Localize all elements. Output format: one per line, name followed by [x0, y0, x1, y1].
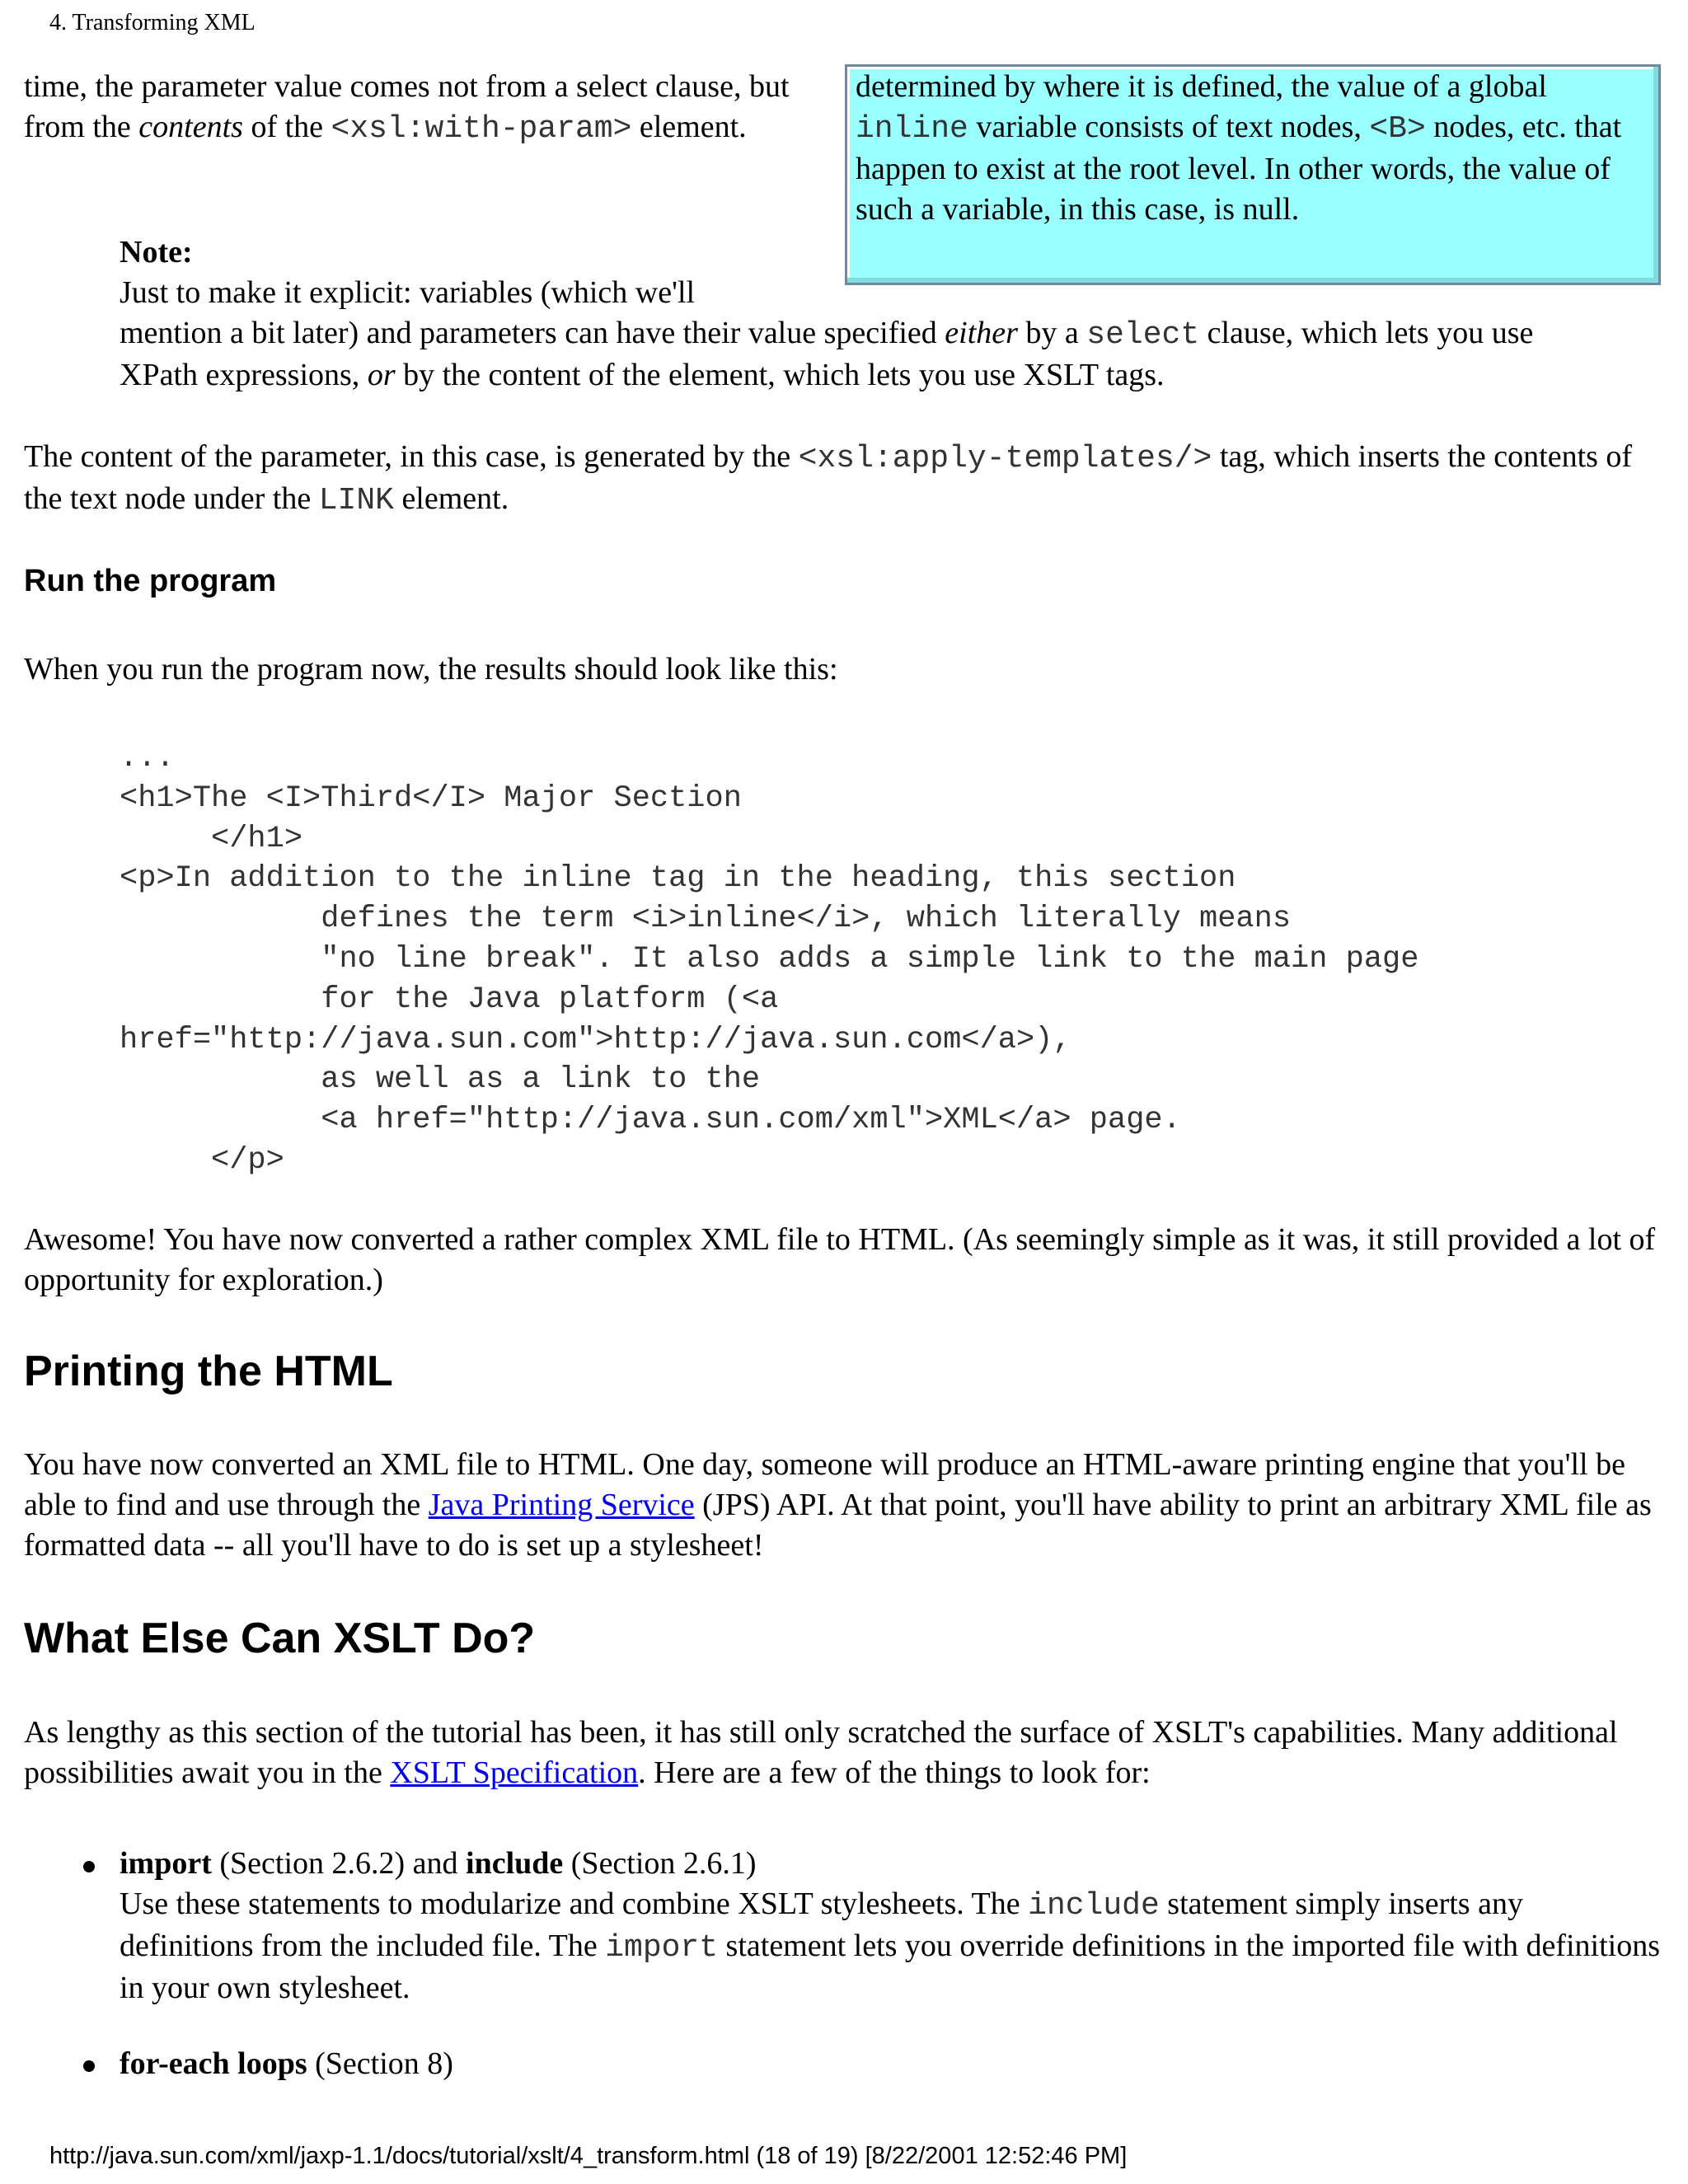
- item-code-include: include: [1028, 1888, 1160, 1924]
- sidebar-text-2: variable consists of text nodes,: [968, 110, 1370, 144]
- note-text-2: by a: [1017, 316, 1087, 350]
- note-emphasis-or: or: [367, 358, 396, 392]
- param-code-apply-templates: <xsl:apply-templates/>: [798, 441, 1212, 476]
- bullet-icon: [83, 2060, 95, 2072]
- sidebar-code-inline: inline: [856, 111, 968, 147]
- sidebar-text-3: nodes, etc. that happen to exist at the root level. In other words, the value of such a variable, in this case, is null.: [856, 110, 1622, 227]
- list-item-import-include: [120, 1844, 1661, 2008]
- printing-heading: Printing the HTML: [24, 1347, 393, 1395]
- run-program-paragraph: When you run the program now, the results should look like this:: [24, 652, 838, 687]
- note-text-3: clause, which lets you use XPath expressions,: [120, 316, 1534, 392]
- param-code-link: LINK: [318, 483, 394, 518]
- item-text: (Section 2.6.2) and: [211, 1846, 467, 1881]
- print-text-2: (JPS) API. At that point, you'll have ability to print an arbitrary XML file as formatted data -- all you'll have to do is set up a stylesheet!: [24, 1488, 1652, 1563]
- java-printing-service-link[interactable]: Java Printing Service: [428, 1488, 695, 1522]
- note-body: [120, 313, 1554, 396]
- item-keyword-import: import: [120, 1846, 212, 1881]
- what-else-heading: What Else Can XSLT Do?: [24, 1615, 536, 1662]
- note-label: Note:: [120, 235, 193, 269]
- param-text-1: The content of the parameter, in this case, is generated by the: [24, 439, 799, 474]
- what-text-2: . Here are a few of the things to look for:: [638, 1755, 1151, 1790]
- intro-paragraph: [24, 67, 832, 149]
- item-text: (Section 2.6.1): [563, 1846, 757, 1881]
- print-text-1: You have now converted an XML file to HTML. One day, someone will produce an HTML-aware printing engine that you'll be able to find and use through the: [24, 1447, 1625, 1522]
- list-item-title: [120, 1844, 1661, 1884]
- param-text-3: element.: [393, 481, 509, 516]
- list-item-description: [120, 1884, 1661, 2008]
- parameter-paragraph: [24, 437, 1656, 521]
- sidebar-text-1: determined by where it is defined, the value of a global: [856, 69, 1547, 104]
- note-code-select: select: [1086, 317, 1200, 353]
- sidebar-code-b: <B>: [1369, 111, 1426, 147]
- note-block: [120, 232, 1554, 396]
- what-text-1: As lengthy as this section of the tutorial has been, it has still only scratched the surface of XSLT's capabilities. Many additional possibilities await you in the: [24, 1715, 1618, 1790]
- item-text: (Section 8): [307, 2046, 453, 2081]
- what-else-paragraph: [24, 1713, 1656, 1793]
- list-item-for-each: [120, 2044, 453, 2084]
- sidebar-text: [847, 67, 1658, 230]
- intro-text-2: of the: [242, 110, 331, 144]
- xslt-specification-link[interactable]: XSLT Specification: [390, 1755, 639, 1790]
- item-desc-text: statement lets you override definitions in the imported file with definitions in your own stylesheet.: [120, 1929, 1660, 2005]
- printing-paragraph: [24, 1445, 1656, 1566]
- awesome-paragraph: Awesome! You have now converted a rather complex XML file to HTML. (As seemingly simple as it was, it still provided a lot of opportunity for exploration.): [24, 1222, 1656, 1297]
- note-emphasis-either: either: [945, 316, 1018, 350]
- intro-emphasis: contents: [138, 110, 243, 144]
- code-sample: ... <h1>The <I>Third</I> Major Section </h1> <p>In addition to the inline tag in the heading, this section defines the term <i>inline</i>, which literally means "no line break". It also adds a simple link to the main page for the Java platform (<a href="http://java.sun.com">http://java.sun.com</a>), as well as a link to the <a href="http://java.sun.com/xml">XML</a> page. </p>: [120, 741, 1419, 1178]
- bullet-icon: [83, 1861, 95, 1872]
- intro-code: <xsl:with-param>: [331, 111, 632, 147]
- item-desc-text: Use these statements to modularize and combine XSLT stylesheets. The: [120, 1886, 1029, 1921]
- intro-text-3: element.: [631, 110, 747, 144]
- note-text-4: by the content of the element, which lets you use XSLT tags.: [395, 358, 1165, 392]
- param-text-2: tag, which inserts the contents of the text node under the: [24, 439, 1633, 516]
- note-line-1: Just to make it explicit: variables (which we'll: [120, 275, 696, 310]
- intro-text-1: time, the parameter value comes not from a select clause, but from the: [24, 69, 790, 144]
- item-desc-text: statement simply inserts any definitions from the included file. The: [120, 1886, 1523, 1963]
- note-text-1: mention a bit later) and parameters can have their value specified: [120, 316, 945, 350]
- page-footer-url: http://java.sun.com/xml/jaxp-1.1/docs/tutorial/xslt/4_transform.html (18 of 19) [8/22/2001 12:52:46 PM]: [49, 2143, 1128, 2169]
- running-header: 4. Transforming XML: [49, 10, 256, 35]
- item-code-import: import: [605, 1930, 719, 1966]
- item-keyword-for-each: for-each loops: [120, 2046, 307, 2081]
- item-keyword-include: include: [466, 1846, 564, 1881]
- run-program-heading: Run the program: [24, 564, 277, 598]
